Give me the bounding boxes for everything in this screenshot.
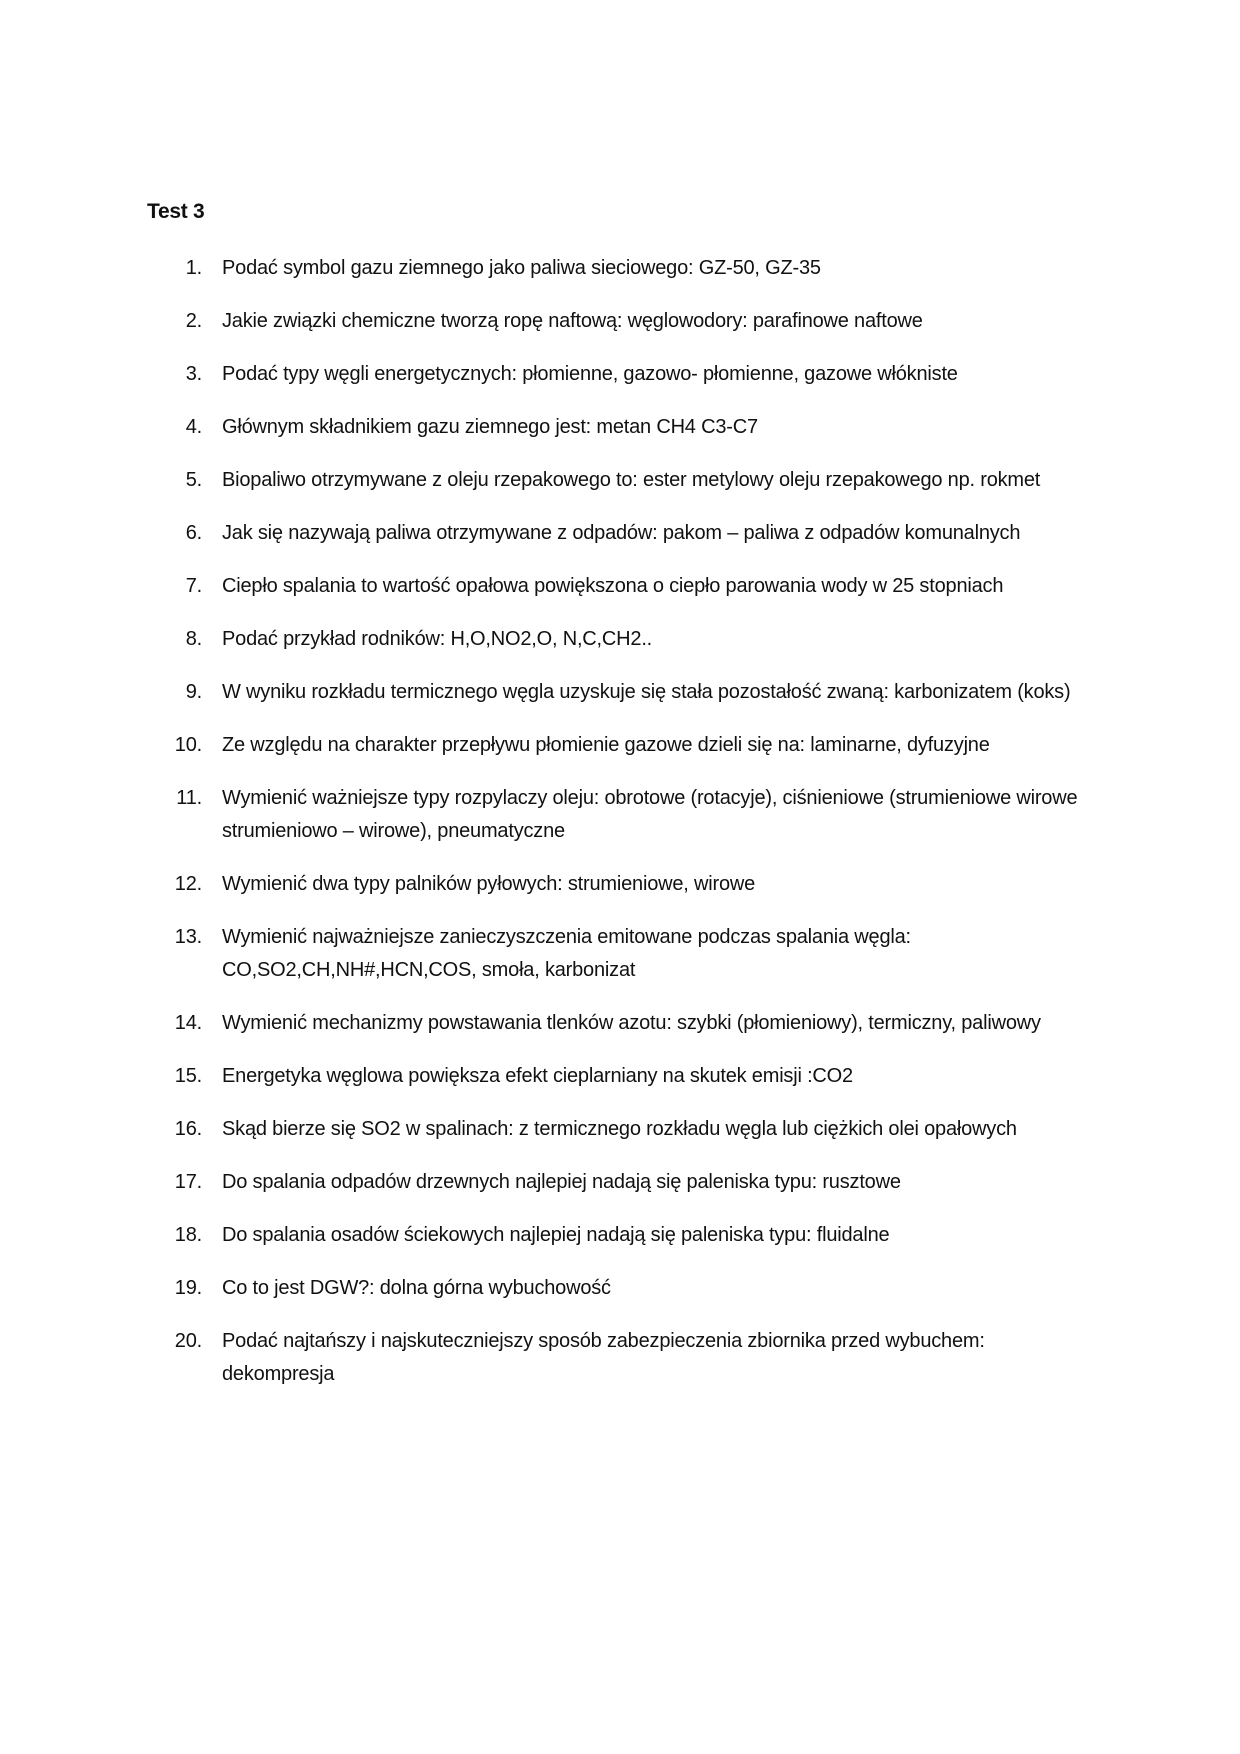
question-number: 12. (174, 873, 202, 895)
question-list (0, 252, 1240, 1411)
question-text: Ze względu na charakter przepływu płomienie gazowe dzieli się na: laminarne, dyfuzyjne (222, 734, 990, 756)
question-text: Energetyka węglowa powiększa efekt cieplarniany na skutek emisji :CO2 (222, 1065, 853, 1087)
list-item (0, 1166, 1240, 1199)
question-number: 11. (176, 787, 202, 809)
list-item (0, 1325, 1240, 1391)
question-text: Jak się nazywają paliwa otrzymywane z odpadów: pakom – paliwa z odpadów komunalnych (222, 522, 1021, 544)
question-text: Wymienić najważniejsze zanieczyszczenia emitowane podczas spalania węgla: CO,SO2,CH,NH#,HCN,COS, smoła, karbonizat (222, 926, 911, 981)
list-item (0, 1219, 1240, 1252)
question-text: Do spalania odpadów drzewnych najlepiej nadają się paleniska typu: rusztowe (222, 1171, 901, 1193)
question-number: 10. (174, 734, 202, 756)
list-item (0, 921, 1240, 987)
list-item (0, 305, 1240, 338)
question-text: Podać symbol gazu ziemnego jako paliwa sieciowego: GZ-50, GZ-35 (222, 257, 821, 279)
question-text: Ciepło spalania to wartość opałowa powiększona o ciepło parowania wody w 25 stopniach (222, 575, 1004, 597)
question-number: 15. (174, 1065, 202, 1087)
question-number: 1. (185, 257, 202, 279)
question-text: Wymienić ważniejsze typy rozpylaczy oleju: obrotowe (rotacyje), ciśnieniowe (strumieniowe wirowe strumieniowo – wirowe), pneumatyczne (222, 787, 1078, 842)
question-number: 4. (185, 416, 202, 438)
question-text: Wymienić mechanizmy powstawania tlenków azotu: szybki (płomieniowy), termiczny, paliwowy (222, 1012, 1041, 1034)
list-item (0, 782, 1240, 848)
list-item (0, 358, 1240, 391)
list-item (0, 464, 1240, 497)
list-item (0, 411, 1240, 444)
question-number: 20. (174, 1330, 202, 1352)
list-item (0, 1060, 1240, 1093)
question-text: Jakie związki chemiczne tworzą ropę naftową: węglowodory: parafinowe naftowe (222, 310, 923, 332)
question-number: 7. (185, 575, 202, 597)
list-item (0, 868, 1240, 901)
question-text: Podać przykład rodników: H,O,NO2,O, N,C,CH2.. (222, 628, 653, 650)
question-number: 14. (174, 1012, 202, 1034)
question-number: 6. (185, 522, 202, 544)
question-number: 19. (174, 1277, 202, 1299)
question-number: 16. (174, 1118, 202, 1140)
question-text: Głównym składnikiem gazu ziemnego jest: metan CH4 C3-C7 (222, 416, 758, 438)
question-number: 8. (185, 628, 202, 650)
question-number: 17. (174, 1171, 202, 1193)
question-text: Co to jest DGW?: dolna górna wybuchowość (222, 1277, 611, 1299)
list-item (0, 1272, 1240, 1305)
question-number: 13. (174, 926, 202, 948)
question-text: Biopaliwo otrzymywane z oleju rzepakowego to: ester metylowy oleju rzepakowego np. rokmet (222, 469, 1041, 491)
list-item (0, 517, 1240, 550)
list-item (0, 252, 1240, 285)
question-number: 5. (185, 469, 202, 491)
list-item (0, 570, 1240, 603)
list-item (0, 1007, 1240, 1040)
question-text: Do spalania osadów ściekowych najlepiej nadają się paleniska typu: fluidalne (222, 1224, 890, 1246)
page-title: Test 3 (147, 200, 205, 223)
question-text: Skąd bierze się SO2 w spalinach: z termicznego rozkładu węgla lub ciężkich olei opałowych (222, 1118, 1017, 1140)
question-number: 2. (185, 310, 202, 332)
list-item (0, 623, 1240, 656)
list-item (0, 1113, 1240, 1146)
question-number: 18. (174, 1224, 202, 1246)
question-number: 3. (185, 363, 202, 385)
question-text: Wymienić dwa typy palników pyłowych: strumieniowe, wirowe (222, 873, 756, 895)
question-text: W wyniku rozkładu termicznego węgla uzyskuje się stała pozostałość zwaną: karbonizatem (koks) (222, 681, 1071, 703)
question-text: Podać najtańszy i najskuteczniejszy sposób zabezpieczenia zbiornika przed wybuchem: dekompresja (222, 1330, 985, 1385)
list-item (0, 676, 1240, 709)
question-number: 9. (185, 681, 202, 703)
list-item (0, 729, 1240, 762)
question-text: Podać typy węgli energetycznych: płomienne, gazowo- płomienne, gazowe włókniste (222, 363, 958, 385)
